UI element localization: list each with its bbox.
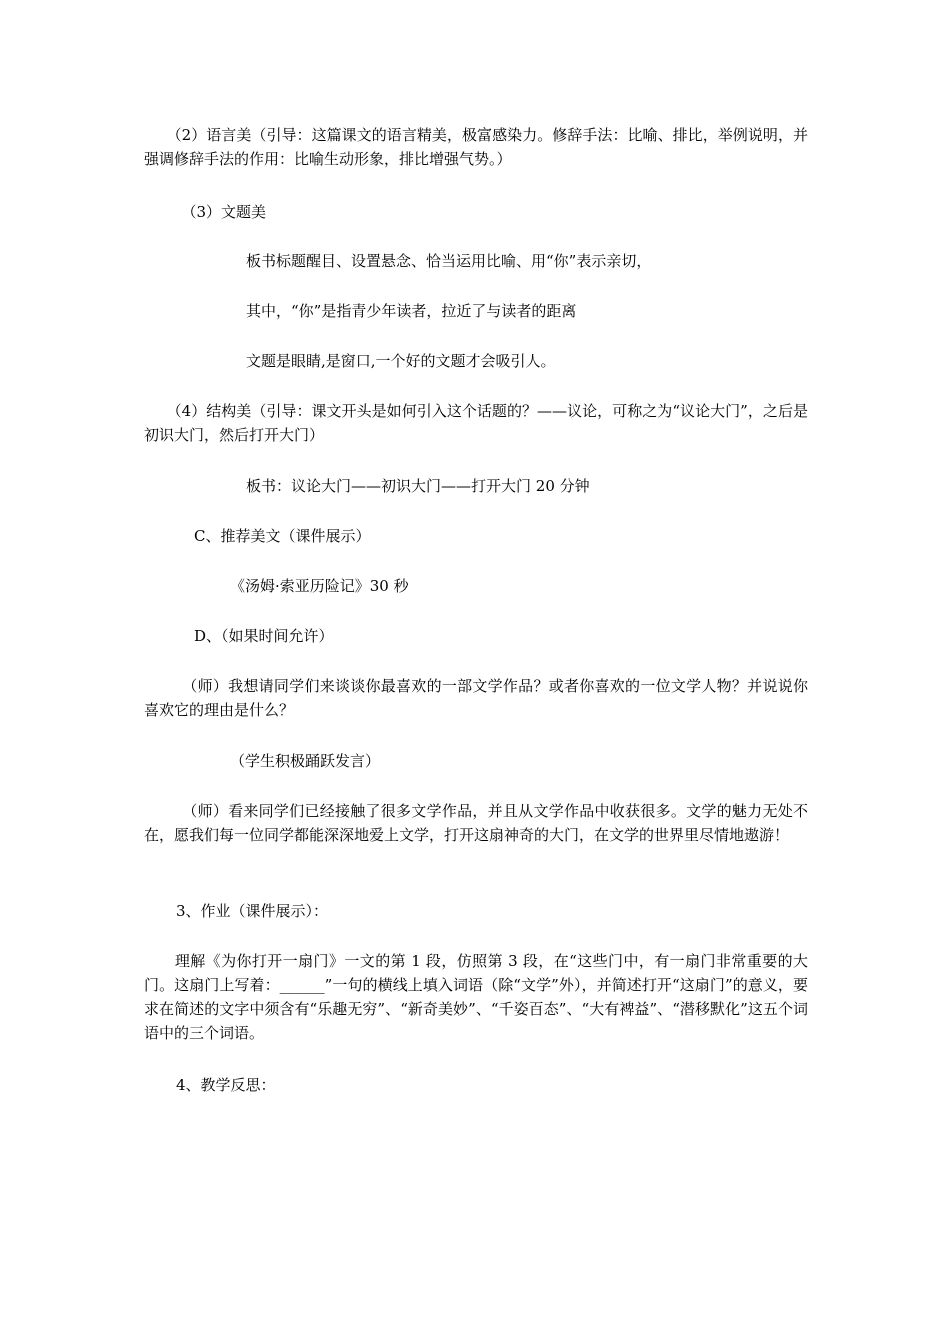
paragraph-tom-sawyer: 《汤姆·索亚历险记》30 秒 [230,577,409,595]
paragraph-structure-beauty: （4）结构美（引导：课文开头是如何引入这个话题的？——议论，可称之为“议论大门”，之后是初识大门，然后打开大门） [144,402,808,444]
paragraph-board-title: 板书标题醒目、设置悬念、恰当运用比喻、用“你”表示亲切， [246,252,652,270]
paragraph-recommend-heading: C、推荐美文（课件展示） [194,527,371,545]
paragraph-teacher-summary: （师）看来同学们已经接触了很多文学作品，并且从文学作品中收获很多。文学的魅力无处不在，愿我们每一位同学都能深深地爱上文学，打开这扇神奇的大门，在文学的世界里尽情地遨游！ [144,802,808,844]
paragraph-title-beauty-heading: （3）文题美 [144,203,267,221]
paragraph-homework-heading: 3、作业（课件展示）： [176,902,329,920]
paragraph-if-time-heading: D、（如果时间允许） [194,627,334,645]
paragraph-teacher-question: （师）我想请同学们来谈谈你最喜欢的一部文学作品？或者你喜欢的一位文学人物？并说说你喜欢它的理由是什么？ [144,677,808,719]
paragraph-homework-content: 理解《为你打开一扇门》一文的第 1 段，仿照第 3 段，在“这些门中，有一扇门非常重要的大门。这扇门上写着：______”一句的横线上填入词语（除“文学”外），并简述打开“这扇门”的意义，要求在简述的文字中须含有“乐趣无穷”、“新奇美妙”、“千姿百态”、“大有裨益”、“潜移默化”这五个词语中的三个词语。 [144,952,808,1042]
paragraph-language-beauty: （2）语言美（引导：这篇课文的语言精美，极富感染力。修辞手法：比喻、排比，举例说明，并强调修辞手法的作用：比喻生动形象，排比增强气势。） [144,126,808,168]
paragraph-students-speak: （学生积极踊跃发言） [230,752,381,770]
paragraph-board-structure: 板书：议论大门——初识大门——打开大门 20 分钟 [246,477,590,495]
paragraph-title-eyes: 文题是眼睛,是窗口,一个好的文题才会吸引人。 [246,352,556,370]
paragraph-you-reader: 其中，“你”是指青少年读者，拉近了与读者的距离 [246,302,577,320]
paragraph-reflection-heading: 4、教学反思： [176,1076,276,1094]
